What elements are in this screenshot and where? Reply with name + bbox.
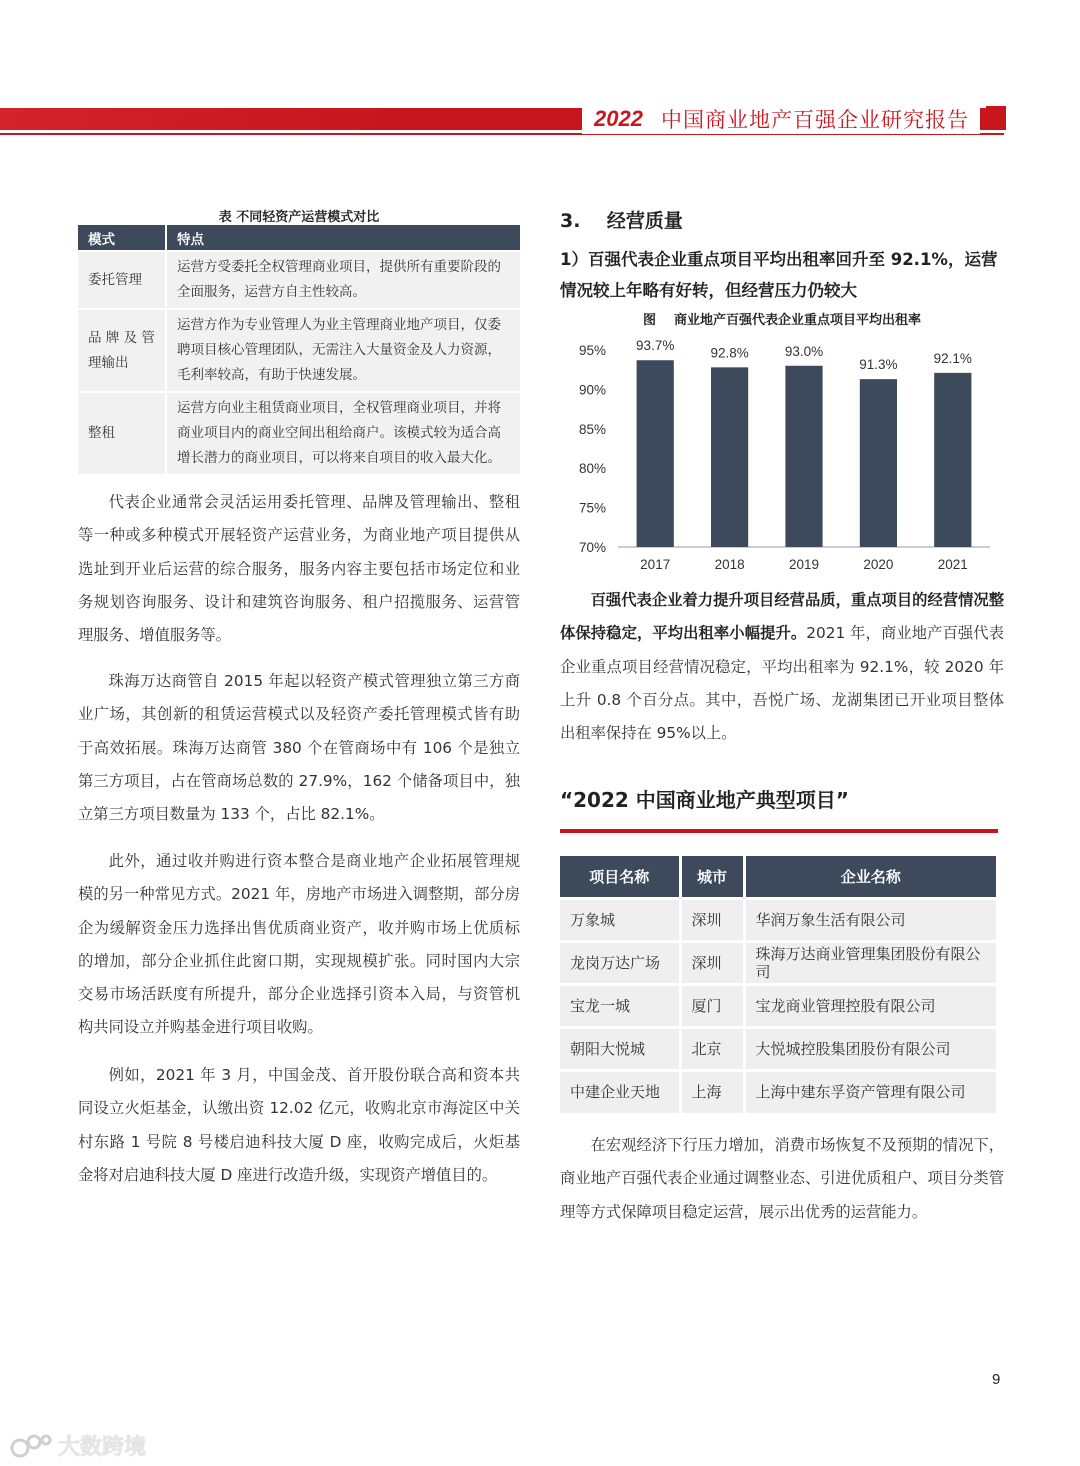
bar-2018: [711, 367, 748, 547]
section-heading: 3. 经营质量: [560, 210, 683, 232]
header-year: 2022: [594, 106, 643, 131]
table-row: [78, 251, 520, 309]
bar-2021: [934, 373, 971, 547]
project-company-cell: 大悦城控股集团股份有限公司: [744, 1027, 996, 1070]
project-name-cell: 宝龙一城: [560, 984, 680, 1027]
table-row: [78, 309, 520, 392]
header-title: 中国商业地产百强企业研究报告: [660, 108, 969, 132]
y-tick-label: 80%: [578, 461, 606, 477]
project-name-cell: 朝阳大悦城: [560, 1027, 680, 1070]
project-city-cell: 厦门: [680, 984, 744, 1027]
paragraph-text: 在宏观经济下行压力增加，消费市场恢复不及预期的情况下，商业地产百强代表企业通过调整业态、引进优质租户、项目分类管理等方式保障项目稳定运营，展示出优秀的运营能力。: [560, 1136, 1004, 1221]
project-city-cell: 北京: [680, 1027, 744, 1070]
bar-value-label: 91.3%: [859, 357, 898, 373]
bar-2020: [860, 379, 897, 547]
page-number: 9: [992, 1371, 1001, 1388]
paragraph-light-asset-modes: [78, 486, 520, 652]
mode-cell: 品 牌 及 管理输出: [78, 309, 166, 392]
project-company-cell: 华润万象生活有限公司: [744, 898, 996, 941]
x-tick-label: 2020: [863, 557, 894, 572]
bar-2019: [785, 366, 822, 547]
paragraph-text: 此外，通过收并购进行资本整合是商业地产企业拓展管理规模的另一种常见方式。2021 年，房地产市场进入调整期，部分房企为缓解资金压力选择出售优质商业资产，收并购市场上优质标的增加，部分企业抓住此窗口期，实现规模扩张。同时国内大宗交易市场活跃度有所提升，部分企业选择引资本入局，与资管机构共同设立并购基金进行项目收购。: [78, 852, 520, 1037]
table-row: [560, 1027, 996, 1070]
table-row: [560, 941, 996, 984]
summary-bold-text: 百强代表企业着力提升项目经营品质，重点项目的经营情况整体保持稳定，平均出租率小幅提升。: [560, 591, 1004, 643]
x-tick-label: 2021: [937, 557, 968, 572]
projects-header-company: 企业名称: [744, 856, 996, 898]
sub-heading: 1）百强代表企业重点项目平均出租率回升至 92.1%，运营情况较上年略有好转，但经营压力仍较大: [560, 250, 998, 300]
table-row: [560, 898, 996, 941]
project-name-cell: 中建企业天地: [560, 1070, 680, 1113]
projects-header-name: 项目名称: [560, 856, 680, 898]
header-title-box: [582, 104, 980, 134]
projects-title-rule: [560, 829, 998, 833]
bar-value-label: 92.8%: [710, 345, 749, 361]
header-square-mark: [986, 106, 1006, 130]
x-tick-label: 2019: [788, 557, 820, 572]
watermark-text: 大数跨境: [58, 1435, 147, 1460]
modes-table: [78, 225, 520, 474]
paragraph-torch-fund: [78, 1059, 520, 1192]
projects-table: [560, 856, 996, 1113]
projects-section-title: “2022 中国商业地产典型项目”: [560, 788, 849, 812]
bar-value-label: 93.0%: [784, 343, 824, 359]
y-tick-label: 95%: [578, 343, 606, 358]
project-company-cell: 宝龙商业管理控股有限公司: [744, 984, 996, 1027]
x-tick-label: 2018: [714, 557, 745, 572]
project-city-cell: 深圳: [680, 898, 744, 941]
chart-title: 图 商业地产百强代表企业重点项目平均出租率: [642, 313, 922, 328]
paragraph-wanda: [78, 665, 520, 831]
bar-value-label: 93.7%: [636, 338, 675, 354]
paragraph-mna: [78, 845, 520, 1045]
mode-desc-cell: 运营方向业主租赁商业项目，全权管理商业项目，并将商业项目内的商业空间出租给商户。该模式较为适合高增长潜力的商业项目，可以将来自项目的收入最大化。: [166, 392, 520, 474]
mode-cell: 整租: [78, 392, 166, 474]
y-tick-label: 70%: [578, 540, 606, 555]
watermark-logo-icon: [10, 1432, 54, 1460]
modes-header-mode: 模式: [78, 225, 166, 251]
paragraph-text: 例如，2021 年 3 月，中国金茂、首开股份联合高和资本共同设立火炬基金，认缴出资 12.02 亿元，收购北京市海淀区中关村东路 1 号院 8 号楼启迪科技大厦 D 座，收购完成后，火炬基金将对启迪科技大厦 D 座进行改造升级，实现资产增值目的。: [78, 1066, 520, 1184]
table-row: [560, 984, 996, 1027]
bar-value-label: 92.1%: [933, 350, 972, 366]
x-tick-label: 2017: [640, 557, 671, 572]
modes-table-caption: 表 不同轻资产运营模式对比: [218, 210, 380, 225]
summary-rest-text: 2021 年，商业地产百强代表企业重点项目经营情况稳定，平均出租率为 92.1%，较 2020 年上升 0.8 个百分点。其中，吾悦广场、龙湖集团已开业项目整体出租率保持在 95%以上。: [560, 624, 1004, 743]
project-name-cell: 龙岗万达广场: [560, 941, 680, 984]
project-company-cell: 上海中建东孚资产管理有限公司: [744, 1070, 996, 1113]
mode-desc-cell: 运营方作为专业管理人为业主管理商业地产项目，仅委聘项目核心管理团队，无需注入大量资金及人力资源，毛利率较高，有助于快速发展。: [166, 309, 520, 392]
mode-desc-cell: 运营方受委托全权管理商业项目，提供所有重要阶段的全面服务，运营方自主性较高。: [166, 251, 520, 309]
bar-2017: [637, 360, 674, 547]
project-company-cell: 珠海万达商业管理集团股份有限公司: [744, 941, 996, 984]
y-tick-label: 75%: [578, 500, 606, 516]
table-row: [560, 1070, 996, 1113]
modes-header-feature: 特点: [166, 225, 520, 251]
project-city-cell: 深圳: [680, 941, 744, 984]
paragraph-text: 珠海万达商管自 2015 年起以轻资产模式管理独立第三方商业广场，其创新的租赁运营模式以及轻资产委托管理模式皆有助于高效拓展。珠海万达商管 380 个在管商场中有 106 个是独立第三方项目，占在管商场总数的 27.9%，162 个储备项目中，独立第三方项目数量为 133 个，占比 82.1%。: [78, 672, 520, 824]
project-name-cell: 万象城: [560, 898, 680, 941]
paragraph-text: [560, 584, 1004, 750]
y-tick-label: 85%: [578, 421, 606, 437]
project-city-cell: 上海: [680, 1070, 744, 1113]
projects-header-city: 城市: [680, 856, 744, 898]
y-tick-label: 90%: [578, 382, 606, 398]
page-header: [0, 104, 1080, 134]
watermark: [10, 1430, 146, 1461]
mode-cell: 委托管理: [78, 251, 166, 309]
paragraph-text: 代表企业通常会灵活运用委托管理、品牌及管理输出、整租等一种或多种模式开展轻资产运营业务，为商业地产项目提供从选址到开业后运营的综合服务，服务内容主要包括市场定位和业务规划咨询服务、设计和建筑咨询服务、租户招揽服务、运营管理服务、增值服务等。: [78, 493, 520, 645]
paragraph-summary: [560, 584, 1004, 750]
occupancy-bar-chart: [560, 330, 1004, 580]
paragraph-closing: [560, 1129, 1004, 1229]
table-row: [78, 392, 520, 474]
